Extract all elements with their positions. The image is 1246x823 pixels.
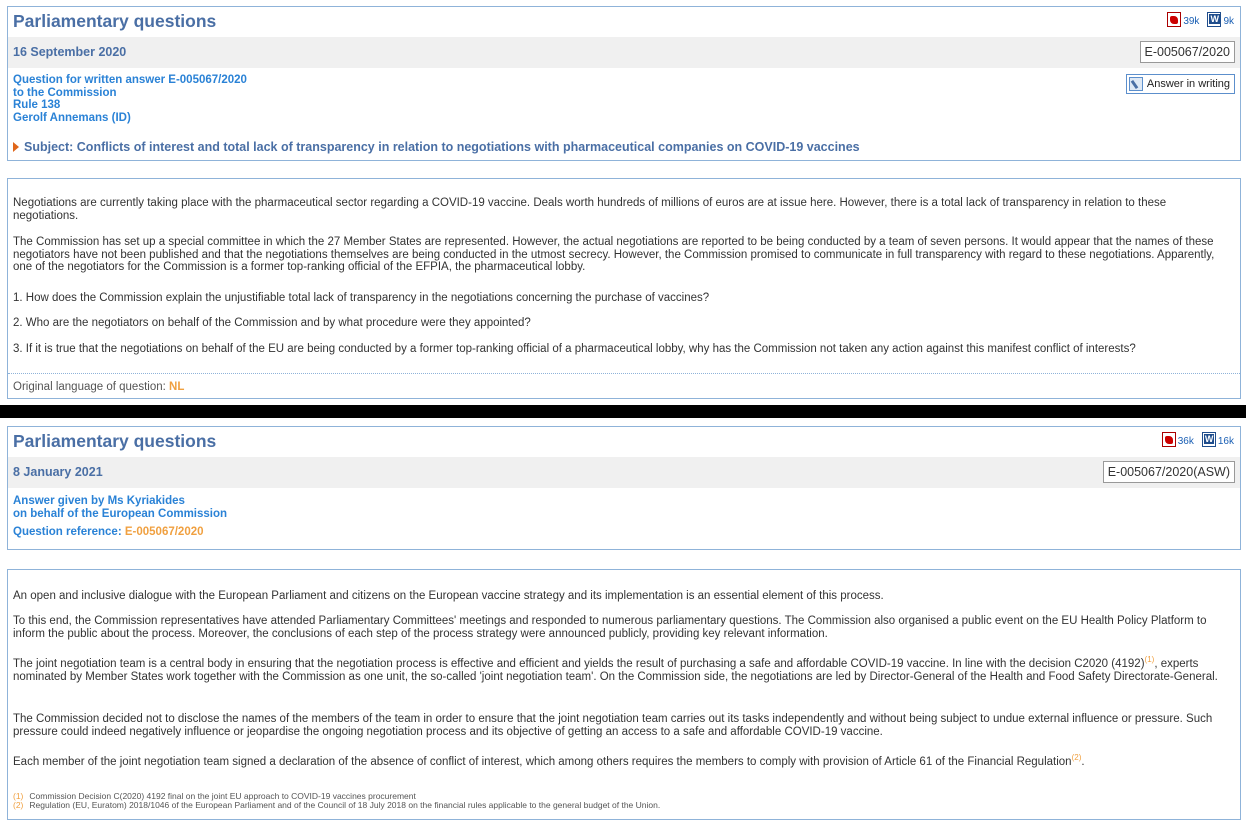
answer-word-download-link[interactable] — [1202, 432, 1234, 447]
divider — [8, 373, 1240, 374]
word-download-link[interactable] — [1207, 12, 1234, 27]
question-reference-line — [13, 526, 227, 539]
answer-date-band — [8, 457, 1240, 488]
answer-panel — [0, 418, 1246, 823]
answer-reference: E-005067/2020(ASW) — [1103, 461, 1235, 483]
pen-icon — [1129, 77, 1143, 91]
original-language — [13, 381, 184, 393]
question-item-1: 1. How does the Commission explain the unjustifiable total lack of transparency in the negotiations concerning the purchase of vaccines? — [13, 292, 710, 304]
pdf-icon — [1167, 12, 1181, 27]
question-addressee: to the Commission — [13, 86, 117, 99]
question-paragraph-1: Negotiations are currently taking place with the pharmaceutical sector regarding a COVID-19 vaccine. Deals worth hundreds of millions of euros are at issue here. However, there is a total lack of transparency in relation to these negotiations. — [13, 197, 1167, 222]
pdf-size: 39k — [1183, 16, 1200, 27]
download-links — [1167, 12, 1234, 27]
answer-paragraph-1: An open and inclusive dialogue with the European Parliament and citizens on the European vaccine strategy and its implementation is an essential element of this process. — [13, 590, 884, 602]
original-language-link[interactable]: NL — [169, 381, 185, 393]
date-band — [8, 37, 1240, 68]
question-reference-link[interactable]: E-005067/2020 — [124, 526, 204, 538]
question-paragraph-2: The Commission has set up a special committee in which the 27 Member States are represented. However, the actual negotiations are reported to be being conducted by a team of seven persons. It would appear that the names of these negotiators have not been published and that the negotiations themselves are being conducted in the utmost secrecy. However, the Commission promised to communicate in full transparency with regard to these negotiations. Apparently, one of the negotiators for the Commission is a former top-ranking official of the EFPIA, the pharmaceutical lobby. — [13, 236, 1215, 273]
answer-in-writing-label: Answer in writing — [1146, 78, 1230, 90]
word-icon — [1207, 12, 1221, 27]
question-author: Gerolf Annemans (ID) — [13, 111, 131, 124]
answer-on-behalf: on behalf of the European Commission — [13, 507, 228, 520]
answer-given-by: Answer given by Ms Kyriakides — [13, 495, 185, 507]
question-subject — [13, 140, 860, 154]
question-body-box — [7, 178, 1241, 399]
footnote-2-number: (2) — [13, 800, 24, 810]
pdf-download-link[interactable] — [1167, 12, 1199, 27]
answer-paragraph-3-start: The joint negotiation team is a central body in ensuring that the negotiation process is effective and efficient and yields the result of purchasing a safe and affordable COVID-19 vaccine. In line with the decision C2020 (4192) — [13, 658, 1145, 670]
answer-header-box — [7, 426, 1241, 550]
answer-pdf-download-link[interactable] — [1162, 432, 1194, 447]
page-title: Parliamentary questions — [13, 11, 217, 31]
answer-date: 8 January 2021 — [13, 465, 103, 479]
answer-paragraph-3 — [13, 655, 1233, 683]
answer-header — [8, 427, 1240, 457]
footnote-2 — [13, 801, 660, 810]
question-reference-label: Question reference: — [13, 526, 122, 538]
question-panel — [0, 0, 1246, 405]
footnote-2-text: Regulation (EU, Euratom) 2018/1046 of the European Parliament and of the Council of 18 July 2018 on the financial rules applicable to the general budget of the Union. — [29, 800, 661, 810]
word-size: 9k — [1223, 16, 1234, 27]
original-language-label: Original language of question: — [13, 381, 166, 393]
answer-paragraph-5 — [13, 753, 1233, 769]
answer-pdf-size: 36k — [1177, 436, 1194, 447]
footnote-ref-1[interactable]: (1) — [1144, 655, 1155, 665]
footnote-1-text: Commission Decision C(2020) 4192 final on the joint EU approach to COVID-19 vaccines procurement — [29, 791, 416, 801]
answer-body-box — [7, 569, 1241, 820]
question-item-2: 2. Who are the negotiators on behalf of the Commission and by what procedure were they appointed? — [13, 317, 531, 329]
answer-in-writing-button[interactable] — [1126, 74, 1235, 94]
word-icon — [1202, 432, 1216, 447]
answer-page-title: Parliamentary questions — [13, 431, 217, 451]
answer-paragraph-4: The Commission decided not to disclose the names of the members of the team in order to ensure that the joint negotiation team carries out its tasks independently and without being subject to undue external influence or pressure. Such pressure could indeed negatively influence or jeopardise the ongoing negotiation process and its objective of getting an access to a safe and affordable COVID-19 vaccine. — [13, 713, 1213, 738]
answer-paragraph-5-start: Each member of the joint negotiation team signed a declaration of the absence of conflict of interest, which among others requires the members to comply with provision of Article 61 of the Financial Regulation — [13, 756, 1072, 768]
subject-text: Subject: Conflicts of interest and total lack of transparency in relation to negotiations with pharmaceutical companies on COVID-19 vaccines — [24, 140, 860, 154]
answer-download-links — [1162, 432, 1234, 447]
question-type: Question for written answer E-005067/2020 — [13, 74, 247, 86]
answer-paragraph-3-end: , experts nominated by Member States work together with the Commission as one unit, the so-called 'joint negotiation team'. On the Commission side, the negotiations are led by Director-General of the Health and Food Safety Directorate-General. — [13, 658, 1218, 683]
answer-word-size: 16k — [1217, 436, 1234, 447]
footnote-ref-2[interactable]: (2) — [1071, 753, 1082, 763]
question-meta — [13, 74, 247, 124]
question-item-3: 3. If it is true that the negotiations on behalf of the EU are being conducted by a former top-ranking official of a pharmaceutical lobby, why has the Commission not taken any action against this manifest conflict of interests? — [13, 343, 1136, 355]
answer-paragraph-5-end: . — [1081, 756, 1085, 768]
question-header-box — [7, 6, 1241, 161]
answer-paragraph-2: To this end, the Commission representatives have attended Parliamentary Committees' meetings and responded to numerous parliamentary questions. The Commission also organised a public event on the EU Health Policy Platform to inform the public about the process. Moreover, the conclusions of each step of the process strategy were announced publicly, providing key relevant information. — [13, 615, 1207, 640]
pdf-icon — [1162, 432, 1176, 447]
triangle-right-icon — [13, 142, 19, 152]
answer-meta — [13, 495, 227, 539]
question-header — [8, 7, 1240, 37]
question-rule: Rule 138 — [13, 99, 61, 111]
question-reference: E-005067/2020 — [1140, 41, 1236, 63]
footnote-1-number: (1) — [13, 791, 24, 801]
question-date: 16 September 2020 — [13, 45, 127, 59]
